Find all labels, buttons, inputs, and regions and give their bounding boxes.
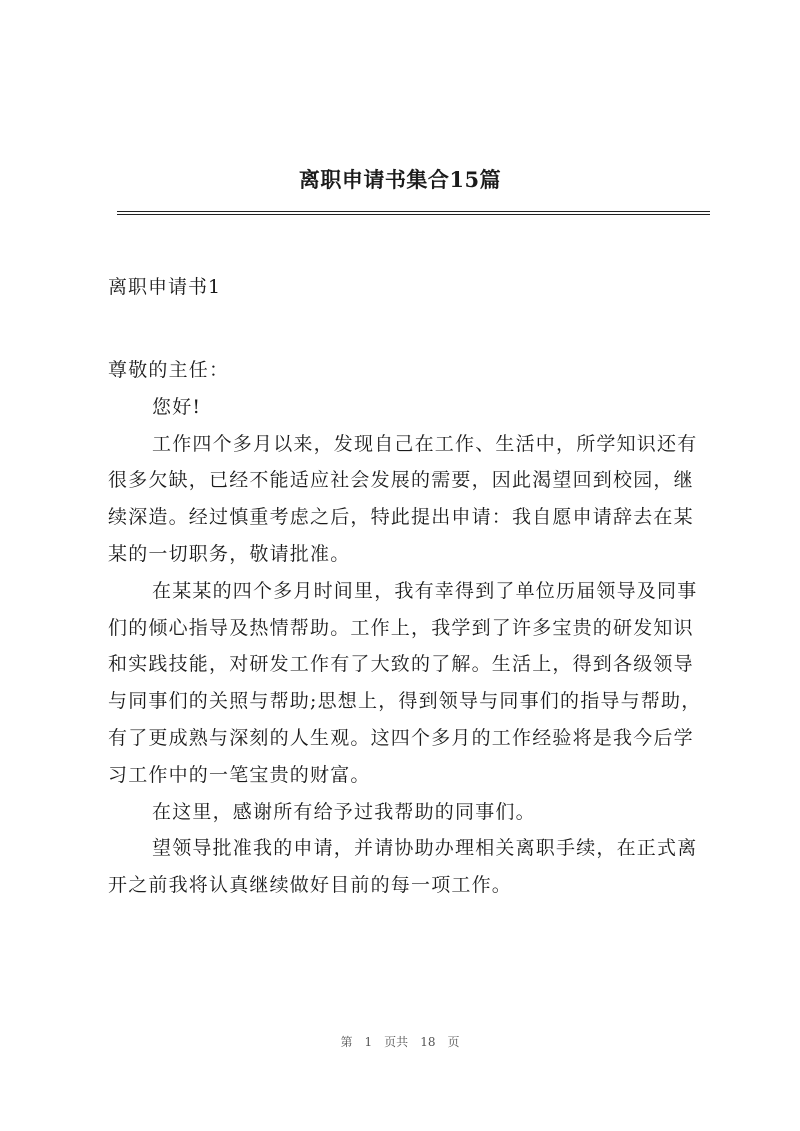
letter-body: [108, 352, 712, 904]
footer-total-pages: 18: [420, 1035, 436, 1049]
paragraph: 工作四个多月以来，发现自己在工作、生活中，所学知识还有很多欠缺，已经不能适应社会发展的需要，因此渴望回到校园，继续深造。经过慎重考虑之后，特此提出申请：我自愿申请辞去在某某的一切职务，敬请批准。: [108, 432, 698, 565]
paragraph: 在这里，感谢所有给予过我帮助的同事们。: [152, 800, 536, 823]
footer-current-page: 1: [364, 1035, 373, 1049]
footer-prefix: 第: [340, 1035, 353, 1049]
title-divider: [117, 211, 710, 215]
section-heading: 离职申请书1: [108, 276, 222, 298]
paragraph: 望领导批准我的申请，并请协助办理相关离职手续，在正式离开之前我将认真继续做好目前的每一项工作。: [108, 837, 698, 897]
footer-middle: 页共: [384, 1035, 409, 1049]
greeting: 您好!: [152, 395, 202, 418]
document-title: 离职申请书集合15篇: [298, 167, 502, 192]
footer-suffix: 页: [447, 1035, 460, 1049]
page-footer: [0, 1033, 800, 1050]
paragraph: 在某某的四个多月时间里，我有幸得到了单位历届领导及同事们的倾心指导及热情帮助。工作上，我学到了许多宝贵的研发知识和实践技能，对研发工作有了大致的了解。生活上，得到各级领导与同事们的关照与帮助;思想上，得到领导与同事们的指导与帮助，有了更成熟与深刻的人生观。这四个多月的工作经验将是我今后学习工作中的一笔宝贵的财富。: [108, 579, 702, 786]
salutation: 尊敬的主任：: [108, 359, 230, 381]
